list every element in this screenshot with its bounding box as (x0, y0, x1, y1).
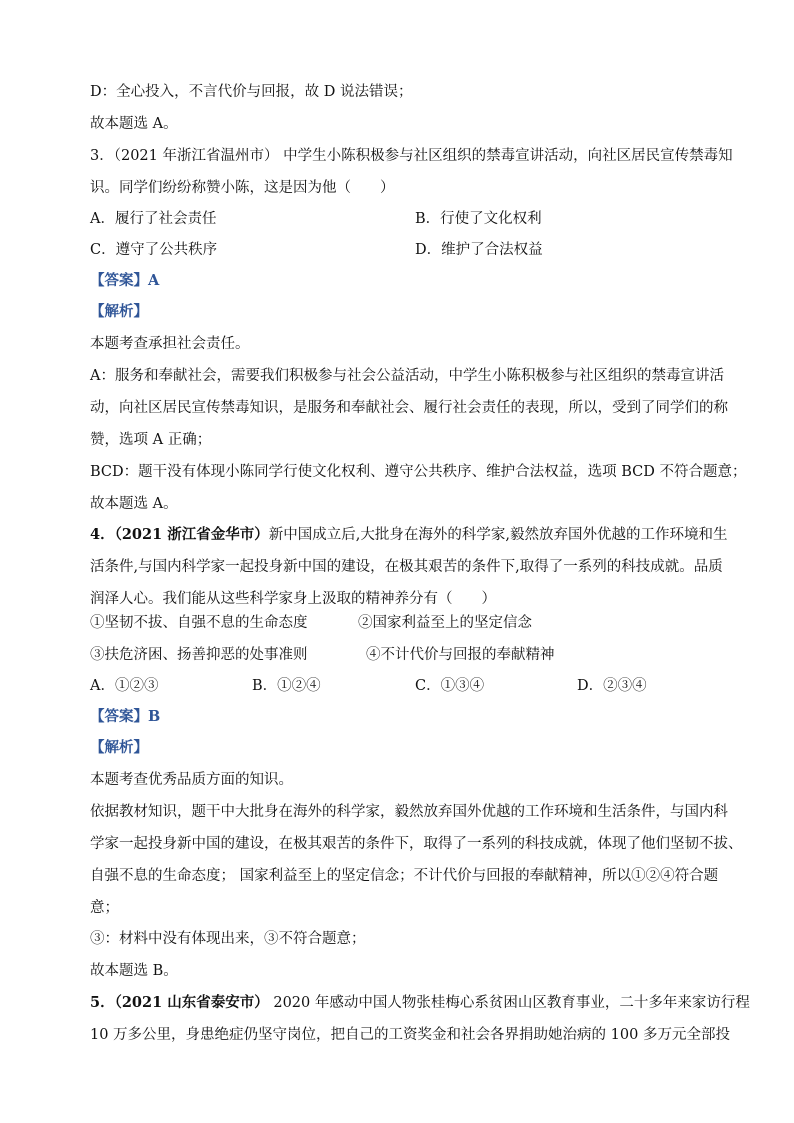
question-4-stem (90, 525, 727, 545)
option-d: D．维护了合法权益 (415, 242, 543, 258)
option-c: C．①③④ (415, 678, 485, 694)
statement-1: ①坚韧不拔、自强不息的生命态度 (90, 615, 308, 631)
answer-label: 【答案】A (90, 272, 160, 289)
question-source: （2021 山东省泰安市） (114, 994, 269, 1011)
question-number: 5． (90, 994, 115, 1011)
analysis-text: 本题考查承担社会责任。 (90, 336, 250, 352)
question-text: 新中国成立后,大批身在海外的科学家,毅然放弃国外优越的工作环境和生 (268, 527, 728, 543)
option-c: C．遵守了公共秩序 (90, 242, 218, 258)
analysis-text: BCD：题干没有体现小陈同学行使文化权利、遵守公共秩序、维护合法权益，选项 BCD 不符合题意； (90, 464, 747, 480)
question-number: 4． (90, 526, 115, 543)
question-4-stem: 润泽人心。我们能从这些科学家身上汲取的精神养分有（ ） (90, 591, 496, 607)
text-line: D：全心投入，不言代价与回报，故 D 说法错误； (90, 84, 413, 100)
statement-2: ②国家利益至上的坚定信念 (358, 615, 532, 631)
question-3-stem: 3．（2021 年浙江省温州市） 中学生小陈积极参与社区组织的禁毒宣讲活动，向社区居民宣传禁毒知 (90, 148, 733, 164)
analysis-text: 赞，选项 A 正确； (90, 432, 212, 448)
analysis-label: 【解析】 (90, 303, 148, 320)
analysis-text: 意； (90, 900, 119, 916)
question-4-stem: 活条件,与国内科学家一起投身新中国的建设，在极其艰苦的条件下,取得了一系列的科技成就。品质 (90, 559, 723, 575)
analysis-text: 故本题选 A。 (90, 496, 178, 512)
analysis-text: ③：材料中没有体现出来，③不符合题意； (90, 931, 366, 947)
analysis-text: 依据教材知识，题干中大批身在海外的科学家，毅然放弃国外优越的工作环境和生活条件，与国内科 (90, 804, 728, 820)
analysis-text: 故本题选 B。 (90, 963, 178, 979)
question-5-stem (90, 993, 750, 1013)
analysis-text: A：服务和奉献社会，需要我们积极参与社会公益活动，中学生小陈积极参与社区组织的禁毒宣讲活 (90, 368, 724, 384)
text-line: 故本题选 A。 (90, 116, 178, 132)
statement-4: ④不计代价与回报的奉献精神 (366, 647, 555, 663)
option-a: A．履行了社会责任 (90, 211, 217, 227)
analysis-text: 自强不息的生命态度； 国家利益至上的坚定信念；不计代价与回报的奉献精神，所以①②④符合题 (90, 868, 719, 884)
question-3-stem: 识。同学们纷纷称赞小陈，这是因为他（ ） (90, 180, 395, 196)
question-5-stem: 10 万多公里，身患绝症仍坚守岗位，把自己的工资奖金和社会各界捐助她治病的 100 多万元全部投 (90, 1027, 730, 1043)
option-b: B．①②④ (252, 678, 321, 694)
analysis-text: 学家一起投身新中国的建设，在极其艰苦的条件下，取得了一系列的科技成就，体现了他们坚韧不拔、 (90, 836, 743, 852)
question-text: 2020 年感动中国人物张桂梅心系贫困山区教育事业，二十多年来家访行程 (268, 995, 750, 1011)
option-a: A．①②③ (90, 678, 159, 694)
statement-3: ③扶危济困、扬善抑恶的处事准则 (90, 647, 308, 663)
option-b: B．行使了文化权利 (415, 211, 542, 227)
answer-label: 【答案】B (90, 708, 161, 725)
analysis-label: 【解析】 (90, 739, 148, 756)
question-source: （2021 浙江省金华市） (114, 526, 269, 543)
option-d: D．②③④ (577, 678, 647, 694)
analysis-text: 本题考查优秀品质方面的知识。 (90, 772, 293, 788)
analysis-text: 动，向社区居民宣传禁毒知识，是服务和奉献社会、履行社会责任的表现，所以，受到了同学们的称 (90, 400, 728, 416)
